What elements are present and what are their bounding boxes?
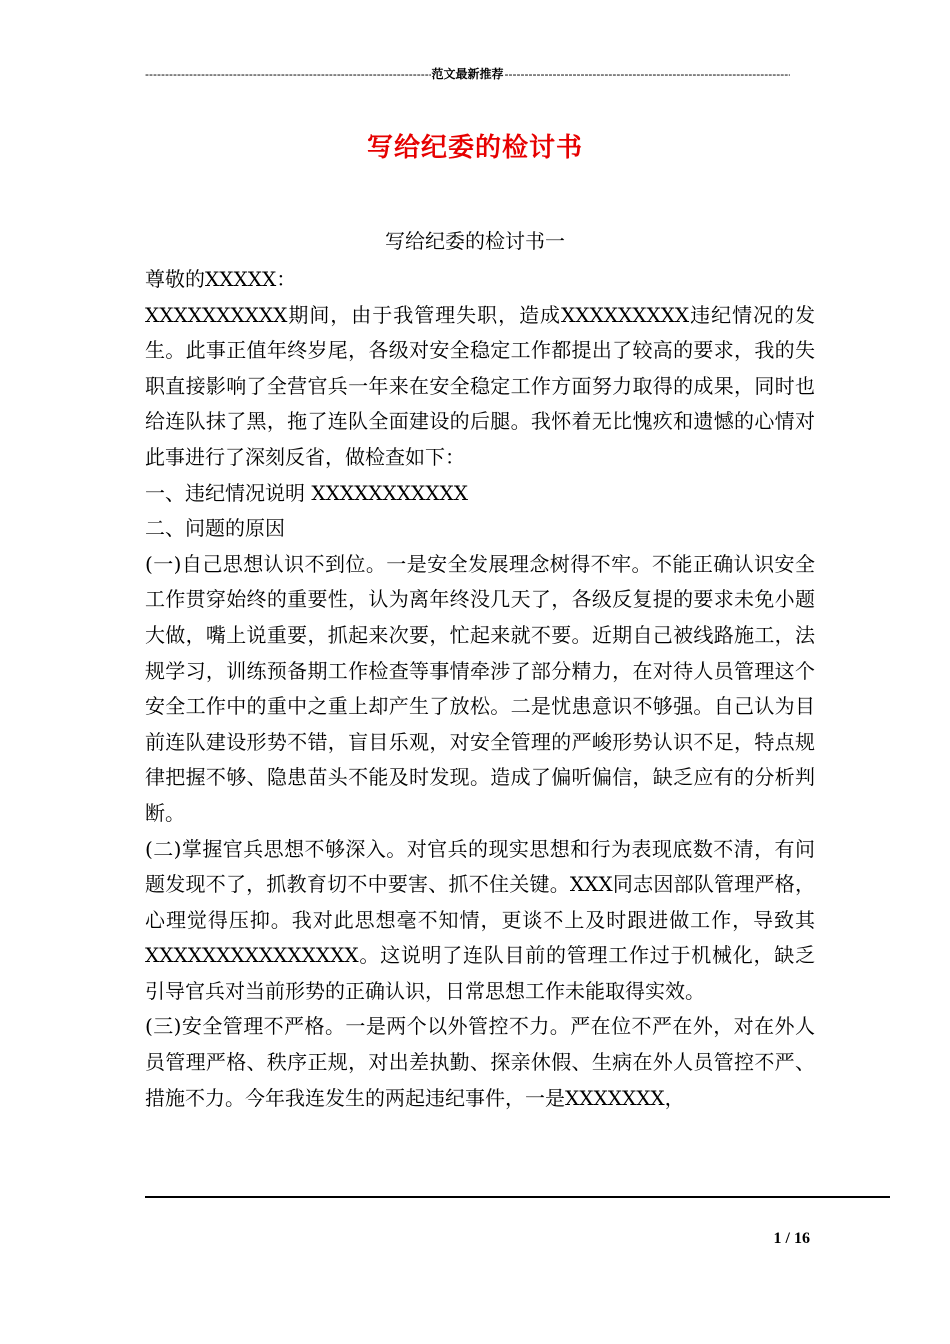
header-dash-left bbox=[145, 66, 431, 82]
document-title: 写给纪委的检讨书 bbox=[366, 133, 583, 163]
header-label: 范文最新推荐 bbox=[431, 67, 504, 81]
paragraph-cause-1: (一)自己思想认识不到位。一是安全发展理念树得不牢。不能正确认识安全工作贯穿始终的重要性，认为离年终没几天了，各级反复提的要求未免小题大做，嘴上说重要，抓起来次要，忙起来就不要。近期自己被线路施工，法规学习，训练预备期工作检查等事情牵涉了部分精力，在对待人员管理这个安全工作中的重中之重上却产生了放松。二是忧患意识不够强。自己认为目前连队建设形势不错，盲目乐观，对安全管理的严峻形势认识不足，特点规律把握不够、隐患苗头不能及时发现。造成了偏听偏信，缺乏应有的分析判断。 bbox=[145, 551, 815, 825]
document-body bbox=[145, 262, 815, 1116]
page-number: 1 / 16 bbox=[773, 1230, 810, 1247]
section-title: 写给纪委的检讨书一 bbox=[385, 229, 565, 253]
heading-causes: 二、问题的原因 bbox=[145, 516, 285, 541]
footer-divider bbox=[145, 1196, 890, 1198]
header-dash-right bbox=[505, 66, 790, 82]
page-header bbox=[145, 66, 790, 82]
paragraph-cause-3: (三)安全管理不严格。一是两个以外管控不力。严在位不严在外，对在外人员管理严格、秩序正规，对出差执勤、探亲休假、生病在外人员管控不严、措施不力。今年我连发生的两起违纪事件，一是XXXXXXX， bbox=[145, 1014, 815, 1110]
paragraph-cause-2: (二)掌握官兵思想不够深入。对官兵的现实思想和行为表现底数不清，有问题发现不了，抓教育切不中要害、抓不住关键。XXX同志因部队管理严格，心理觉得压抑。我对此思想毫不知情，更谈不上及时跟进做工作，导致其XXXXXXXXXXXXXXX。这说明了连队目前的管理工作过于机械化，缺乏引导官兵对当前形势的正确认识，日常思想工作未能取得实效。 bbox=[145, 836, 815, 1003]
salutation: 尊敬的XXXXX： bbox=[145, 267, 297, 291]
heading-violation: 一、违纪情况说明 XXXXXXXXXXX bbox=[145, 480, 468, 505]
paragraph-intro: XXXXXXXXXX期间，由于我管理失职，造成XXXXXXXXX违纪情况的发生。此事正值年终岁尾，各级对安全稳定工作都提出了较高的要求，我的失职直接影响了全营官兵一年来在安全稳定工作方面努力取得的成果，同时也给连队抹了黑，拖了连队全面建设的后腿。我怀着无比愧疚和遗憾的心情对此事进行了深刻反省，做检查如下： bbox=[145, 302, 815, 469]
